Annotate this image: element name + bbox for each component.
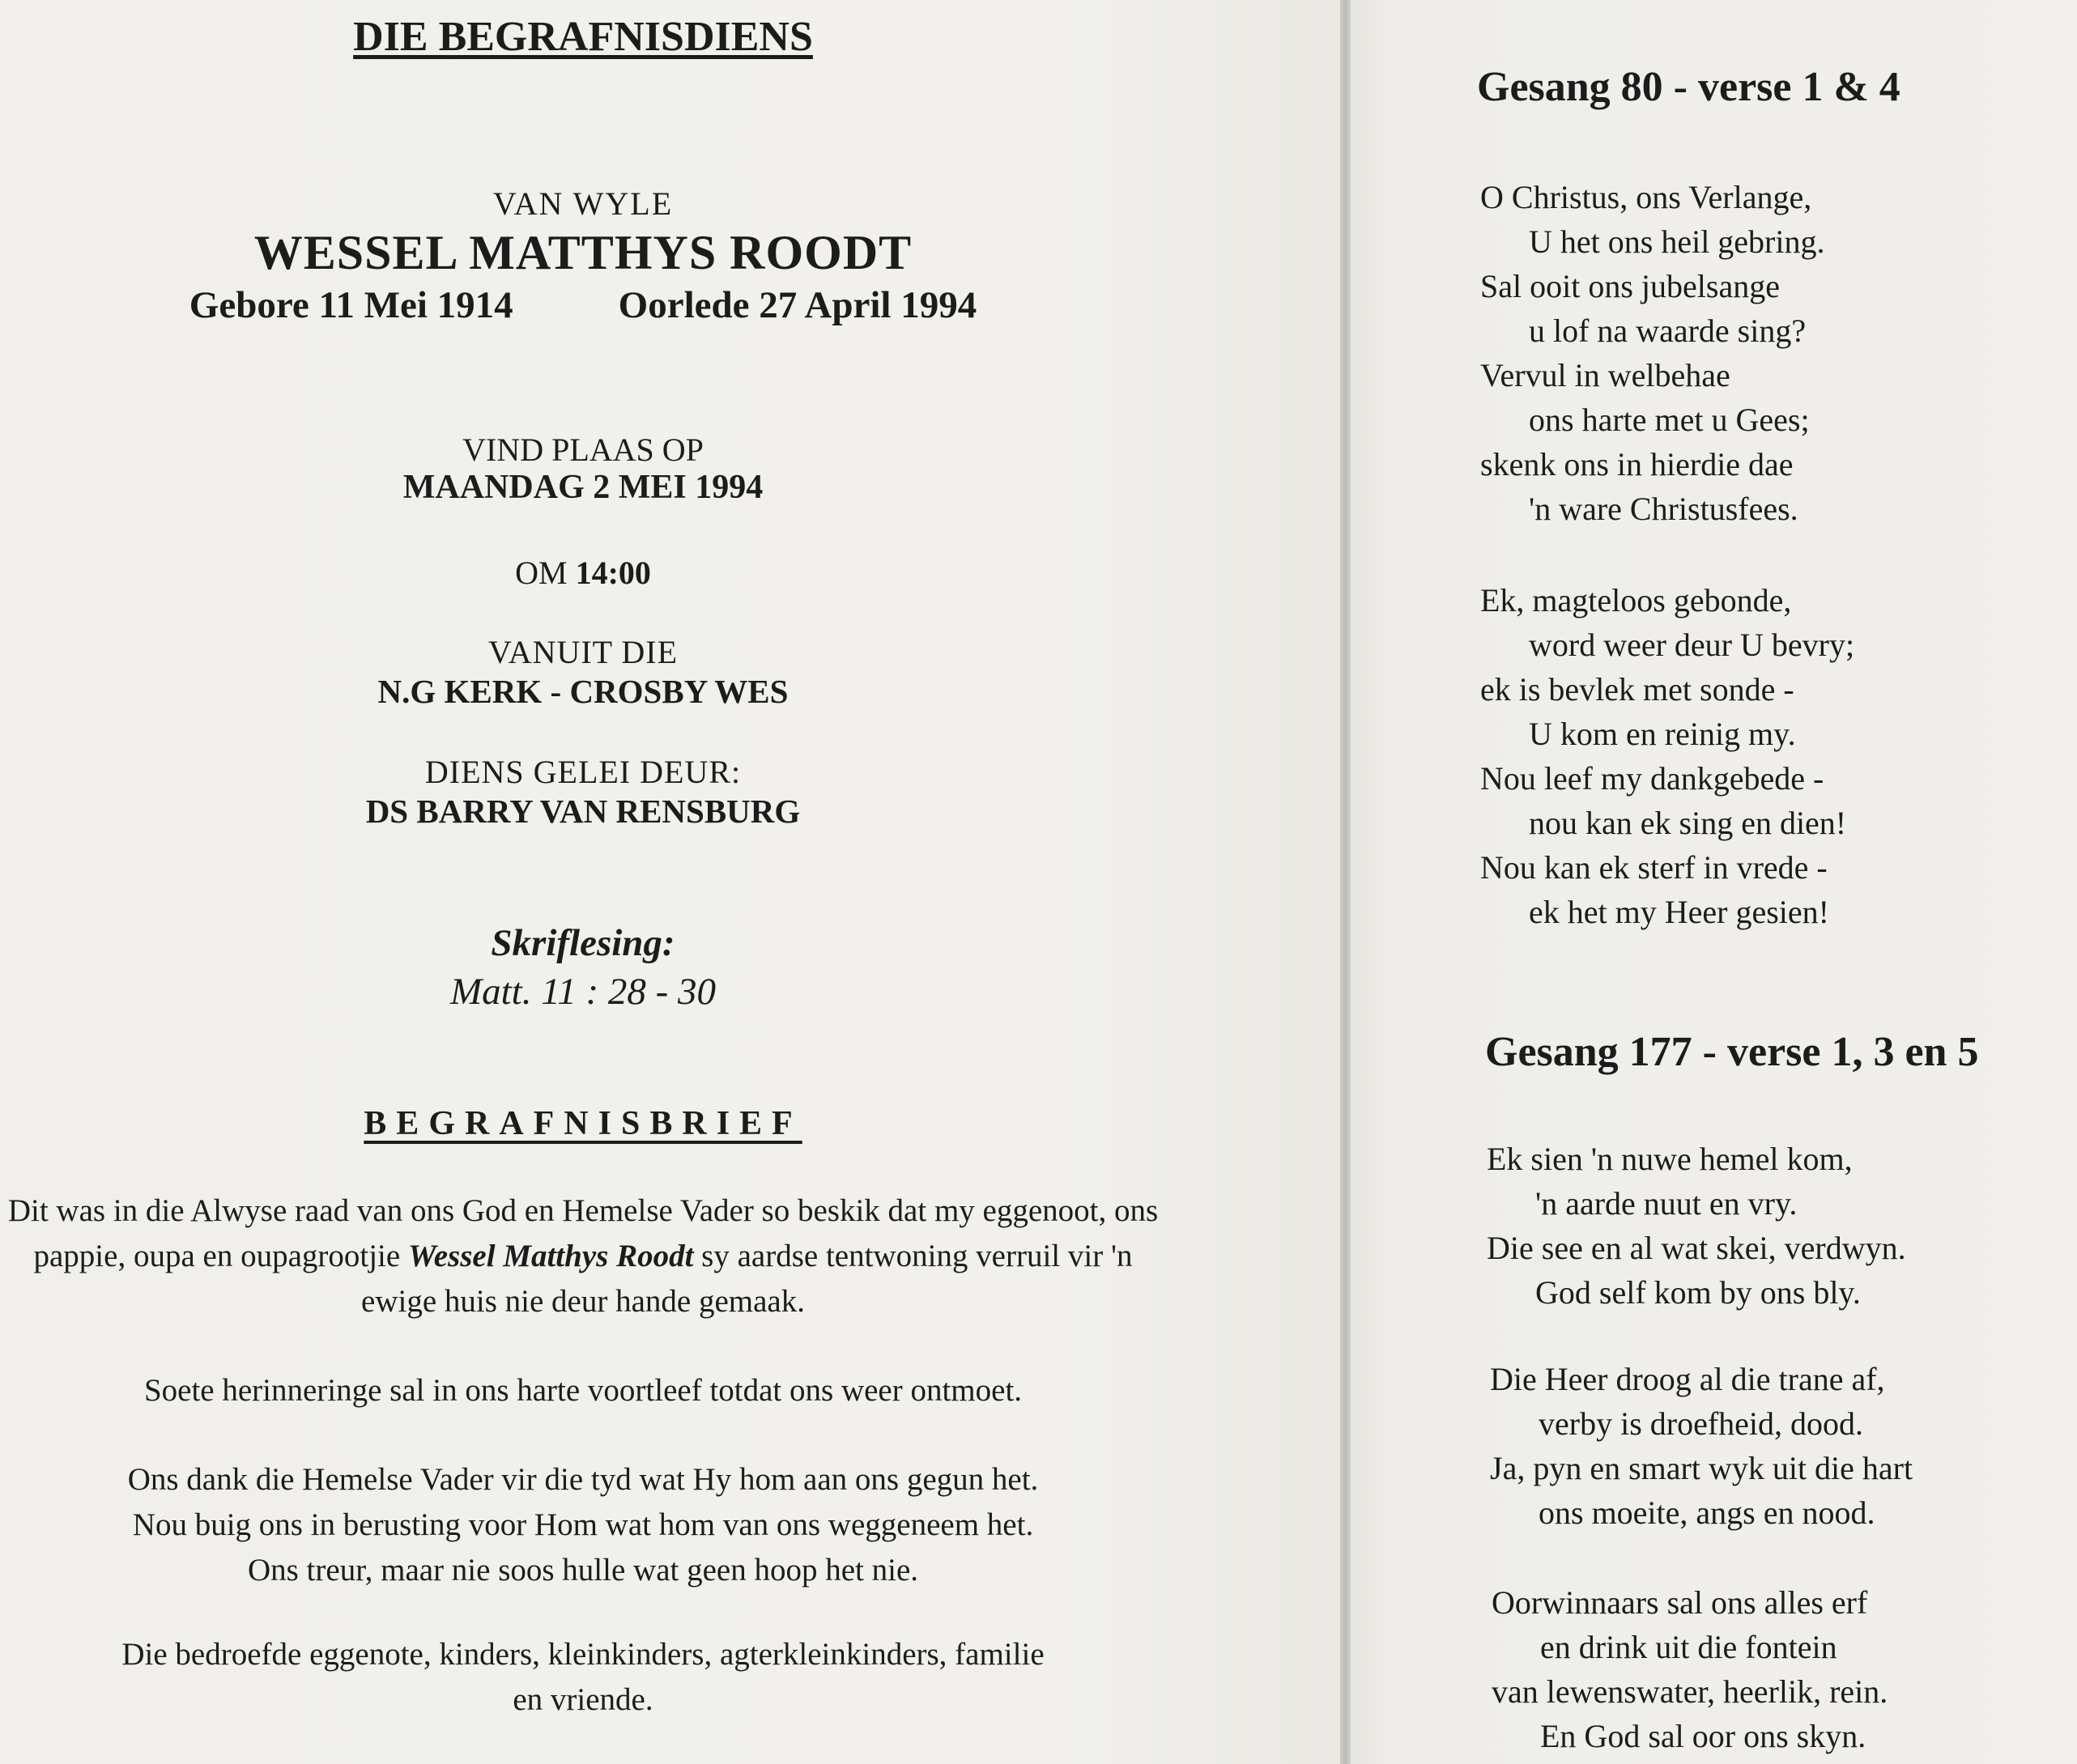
stanza-line: ek is bevlek met sonde - <box>1480 671 1794 708</box>
hymn-2-title: Gesang 177 - verse 1, 3 en 5 <box>1485 1029 1979 1075</box>
stanza-line: Nou kan ek sterf in vrede - <box>1480 849 1828 886</box>
hymn-1-title: Gesang 80 - verse 1 & 4 <box>1477 64 1900 110</box>
vind-plaas-label: VIND PLAAS OP <box>462 431 704 468</box>
service-time <box>0 554 1166 592</box>
page-fold <box>1340 0 1351 1764</box>
stanza-line: Oorwinnaars sal ons alles erf <box>1492 1584 1868 1621</box>
stanza-line: word weer deur U bevry; <box>1529 627 1855 663</box>
brief-title: BEGRAFNISBRIEF <box>364 1105 802 1142</box>
stanza-line: van lewenswater, heerlik, rein. <box>1492 1673 1888 1710</box>
skriflesing-label: Skriflesing: <box>491 922 675 964</box>
hymn-2-stanza-1 <box>1487 1137 1906 1315</box>
p4-line: Die bedroefde eggenote, kinders, kleinkinders, agterkleinkinders, familie <box>121 1637 1045 1672</box>
p4-line: en vriende. <box>513 1682 653 1717</box>
diens-gelei-label: DIENS GELEI DEUR: <box>424 754 742 790</box>
church-name: N.G KERK - CROSBY WES <box>377 673 789 710</box>
stanza-line: ons moeite, angs en nood. <box>1539 1494 1875 1531</box>
stanza-line: U het ons heil gebring. <box>1529 223 1825 260</box>
p3-line: Nou buig ons in berusting voor Hom wat hom van ons weggeneem het. <box>132 1507 1034 1542</box>
stanza-line: 'n ware Christusfees. <box>1529 491 1798 527</box>
death-date: Oorlede 27 April 1994 <box>618 284 977 326</box>
service-date: MAANDAG 2 MEI 1994 <box>402 469 764 506</box>
deceased-name: WESSEL MATTHYS ROODT <box>253 226 913 279</box>
brief-paragraph-3 <box>0 1457 1166 1593</box>
life-dates <box>0 283 1166 327</box>
stanza-line: God self kom by ons bly. <box>1535 1274 1861 1311</box>
p1-text: Dit was in die Alwyse raad van ons God en Hemelse Vader so beskik dat my eggenoot, ons pappie, oupa en oupagrootjie <box>7 1193 1159 1273</box>
p3-line: Ons treur, maar nie soos hulle wat geen hoop het nie. <box>247 1553 919 1588</box>
stanza-line: 'n aarde nuut en vry. <box>1535 1185 1798 1222</box>
stanza-line: en drink uit die fontein <box>1540 1629 1837 1665</box>
stanza-line: En God sal oor ons skyn. <box>1540 1718 1866 1754</box>
stanza-line: U kom en reinig my. <box>1529 716 1796 752</box>
om-label: OM <box>515 555 576 591</box>
stanza-line: Ja, pyn en smart wyk uit die hart <box>1490 1450 1913 1486</box>
stanza-line: Ek sien 'n nuwe hemel kom, <box>1487 1141 1853 1177</box>
service-title: DIE BEGRAFNISDIENS <box>353 14 813 60</box>
stanza-line: Die see en al wat skei, verdwyn. <box>1487 1230 1906 1266</box>
stanza-line: Nou leef my dankgebede - <box>1480 760 1824 797</box>
stanza-line: Vervul in welbehae <box>1480 357 1730 393</box>
van-wyle-label: VAN WYLE <box>492 185 674 222</box>
scripture-reference: Matt. 11 : 28 - 30 <box>449 971 717 1013</box>
stanza-line: O Christus, ons Verlange, <box>1480 179 1812 215</box>
brief-paragraph-4 <box>0 1632 1166 1723</box>
hymn-1-stanza-2 <box>1480 578 1854 934</box>
stanza-line: Die Heer droog al die trane af, <box>1490 1361 1885 1397</box>
hymn-2-stanza-2 <box>1490 1357 1913 1535</box>
stanza-line: u lof na waarde sing? <box>1529 312 1807 349</box>
brief-paragraph-1 <box>0 1188 1166 1324</box>
stanza-line: Sal ooit ons jubelsange <box>1480 268 1780 304</box>
om-time: 14:00 <box>575 555 651 591</box>
brief-paragraph-2: Soete herinneringe sal in ons harte voortleef totdat ons weer ontmoet. <box>143 1373 1023 1408</box>
p1-text-end: sy aardse tentwoning verruil vir 'n ewige huis nie deur hande gemaak. <box>361 1239 1133 1319</box>
p1-name: Wessel Matthys Roodt <box>407 1239 694 1273</box>
p3-line: Ons dank die Hemelse Vader vir die tyd wat Hy hom aan ons gegun het. <box>127 1462 1039 1497</box>
hymn-1-stanza-1 <box>1480 175 1825 531</box>
stanza-line: verby is droefheid, dood. <box>1539 1405 1864 1442</box>
stanza-line: nou kan ek sing en dien! <box>1529 805 1847 841</box>
vanuit-label: VANUIT DIE <box>487 634 679 670</box>
stanza-line: ek het my Heer gesien! <box>1529 894 1829 930</box>
stanza-line: skenk ons in hierdie dae <box>1480 446 1794 482</box>
stanza-line: ons harte met u Gees; <box>1529 402 1810 438</box>
birth-date: Gebore 11 Mei 1914 <box>189 284 513 326</box>
stanza-line: Ek, magteloos gebonde, <box>1480 582 1792 618</box>
minister-name: DS BARRY VAN RENSBURG <box>365 793 801 830</box>
hymn-2-stanza-3 <box>1492 1580 1888 1758</box>
